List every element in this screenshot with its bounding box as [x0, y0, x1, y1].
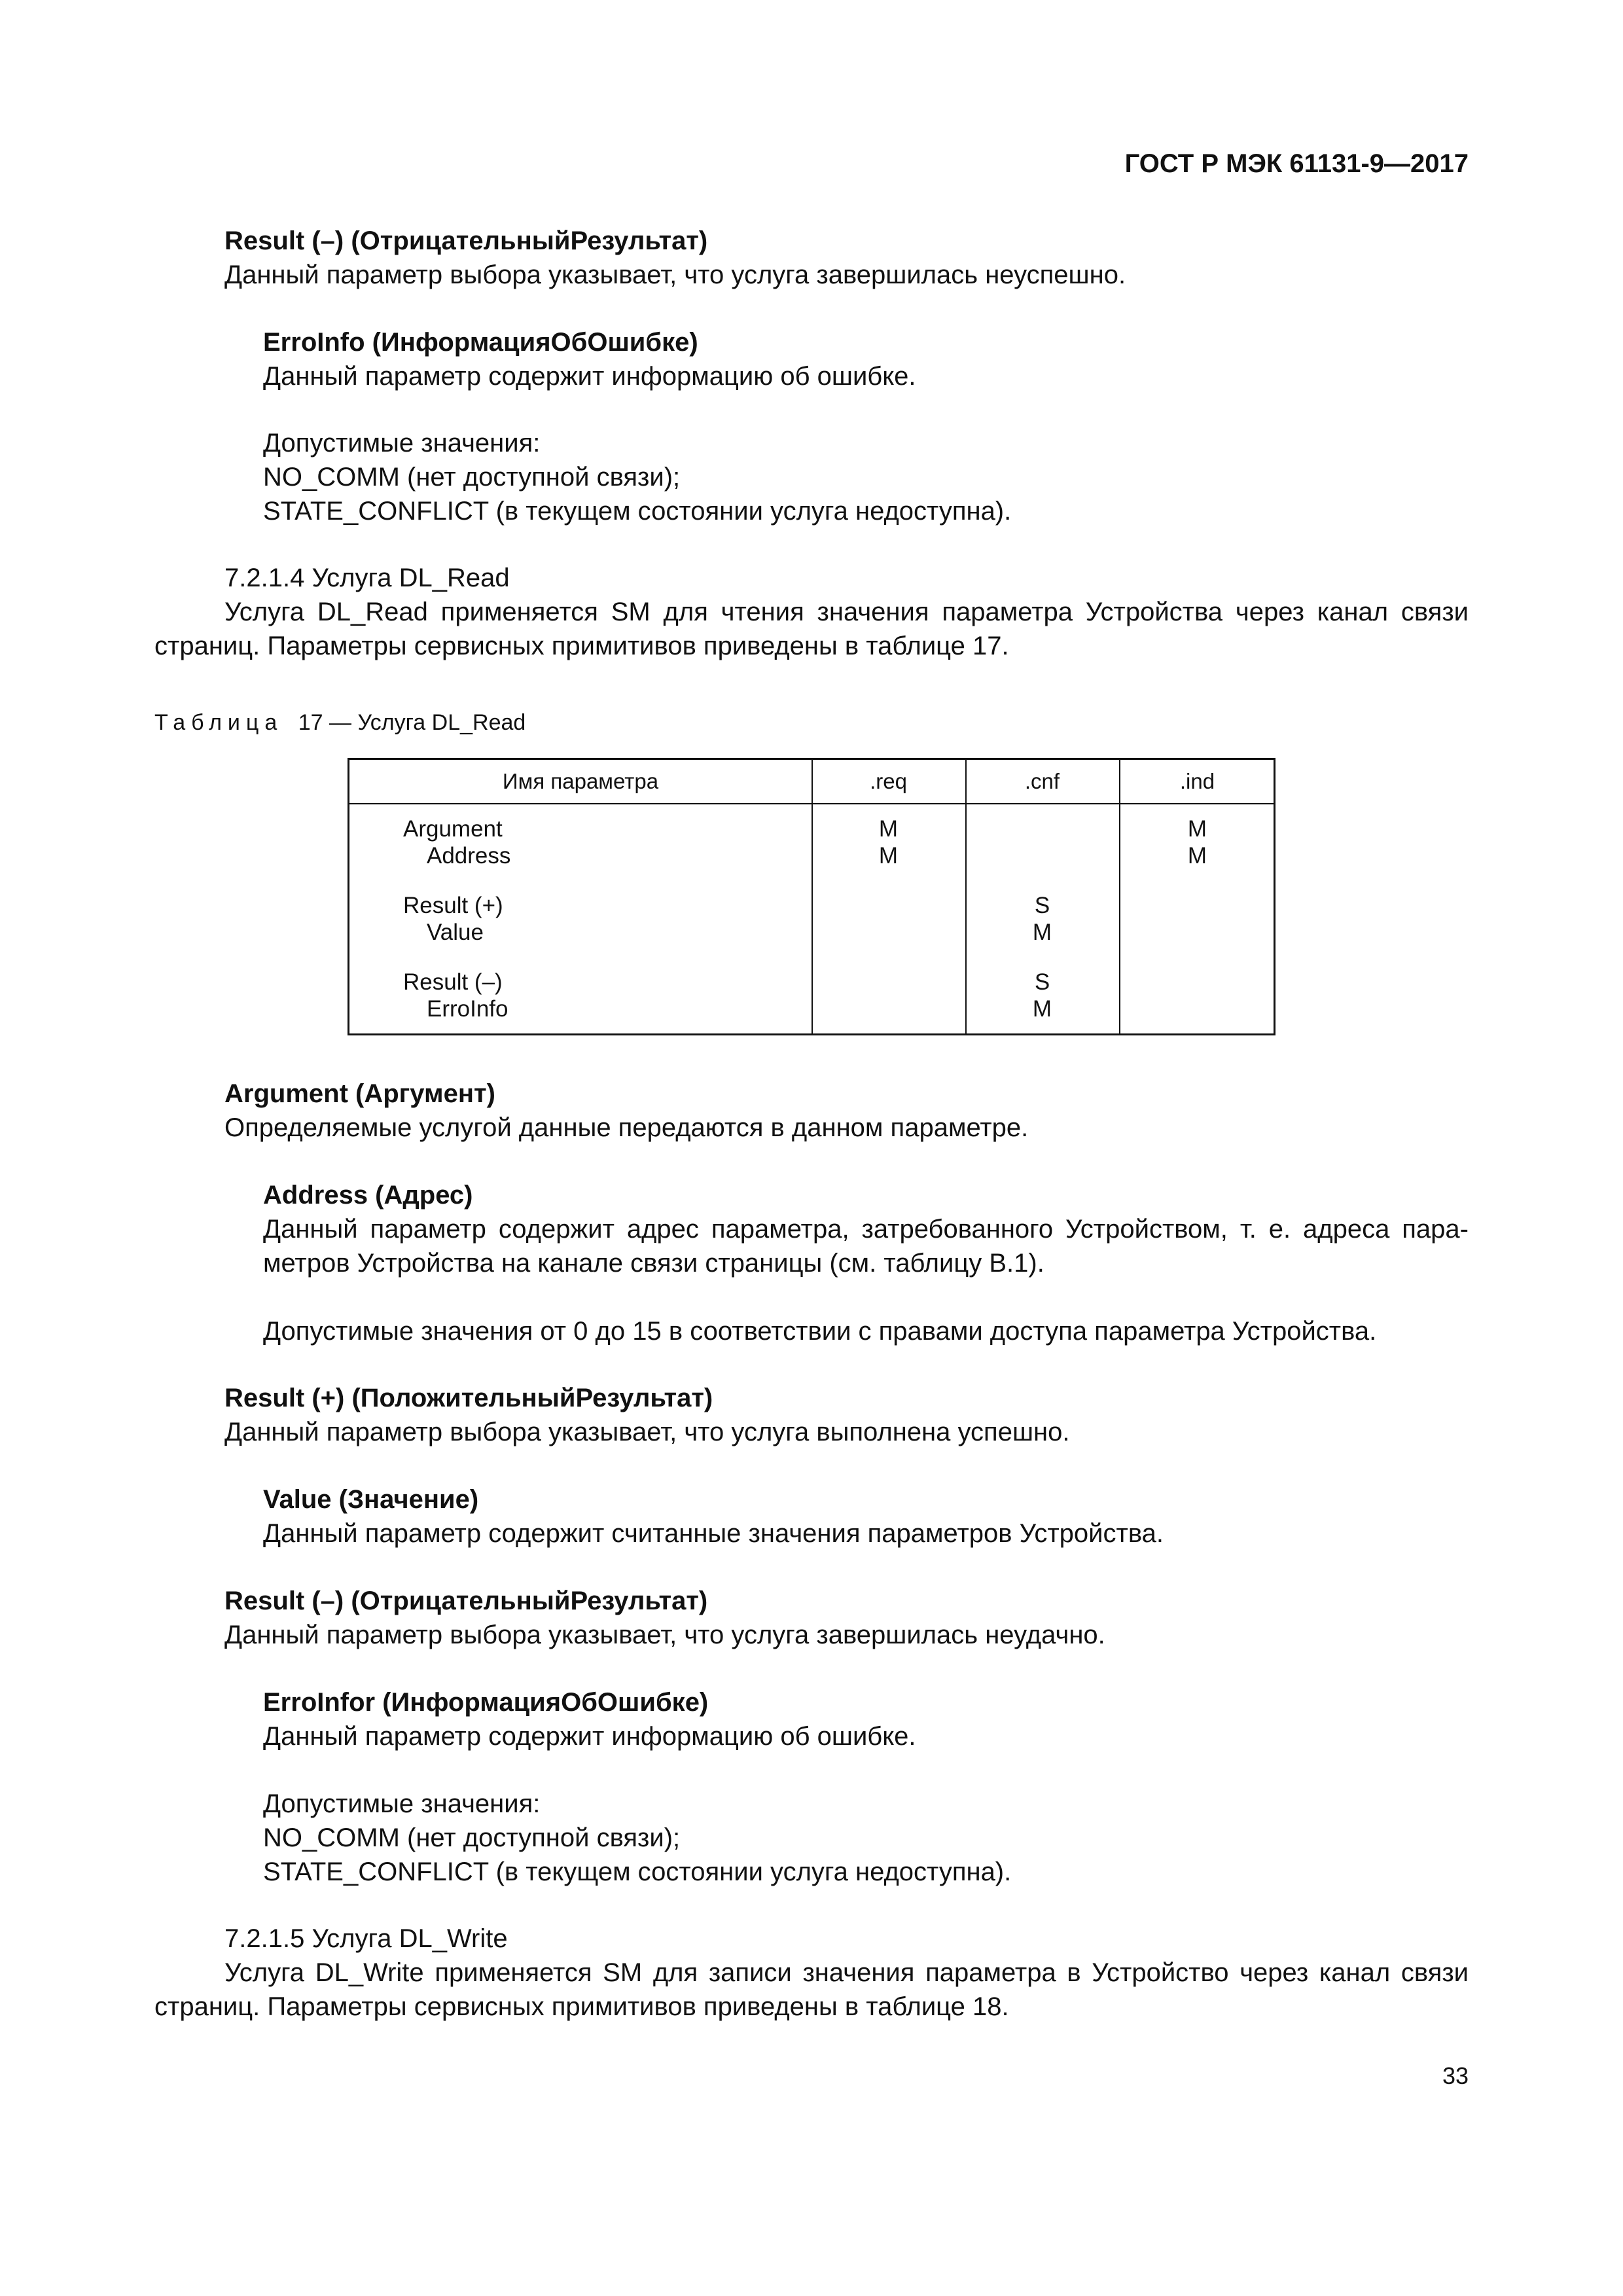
- table-row-ind: M: [1187, 843, 1207, 869]
- argument-title: Argument (Аргумент): [224, 1079, 495, 1108]
- errinfor-desc: Данный параметр содержит информацию об ошибке.: [263, 1722, 916, 1751]
- no-comm-value-2: NO_COMM (нет доступной связи);: [263, 1823, 681, 1852]
- table-header-cnf: .cnf: [1024, 769, 1060, 793]
- table-caption-prefix: Таблица: [154, 710, 283, 735]
- parameters-table: [348, 758, 1275, 1035]
- argument-desc: Определяемые услугой данные передаются в данном параметре.: [224, 1113, 1029, 1142]
- table-caption: [154, 709, 526, 736]
- table-row-req: M: [878, 816, 899, 842]
- errinfo-title: ErroInfo (ИнформацияОбОшибке): [263, 328, 698, 357]
- value-desc: Данный параметр содержит считанные значения параметров Устройства.: [263, 1519, 1164, 1548]
- no-comm-value: NO_COMM (нет доступной связи);: [263, 463, 681, 492]
- allowed-values-label-2: Допустимые значения:: [263, 1789, 541, 1818]
- section-para-write-line1: Услуга DL_Write применяется SM для записи значения параметра в Устройство через канал связи: [224, 1958, 1469, 1987]
- table-row-name: Value: [427, 920, 484, 945]
- errinfo-desc: Данный параметр содержит информацию об ошибке.: [263, 362, 916, 391]
- table-row-cnf: S: [1034, 893, 1050, 918]
- table-header-ind: .ind: [1179, 769, 1215, 793]
- table-header-name: Имя параметра: [502, 769, 659, 793]
- table-row-cnf: S: [1034, 969, 1050, 995]
- result-negative-desc-2: Данный параметр выбора указывает, что услуга завершилась неудачно.: [224, 1621, 1105, 1649]
- section-para-write-line2: страниц. Параметры сервисных примитивов приведены в таблице 18.: [154, 1992, 1009, 2021]
- address-desc-line1: Данный параметр содержит адрес параметра, затребованного Устройством, т. е. адреса пара-: [263, 1215, 1469, 1244]
- section-para-read-line1: Услуга DL_Read применяется SM для чтения значения параметра Устройства через канал связи: [224, 598, 1469, 626]
- table-row-name: Result (–): [403, 969, 503, 995]
- table-row-cnf: M: [1032, 996, 1052, 1022]
- address-desc-line2: метров Устройства на канале связи страницы (см. таблицу B.1).: [263, 1249, 1044, 1278]
- table-row-cnf: M: [1032, 920, 1052, 945]
- page-number: 33: [1442, 2062, 1469, 2089]
- table-row-name: Result (+): [403, 893, 503, 918]
- result-negative-title: Result (–) (ОтрицательныйРезультат): [224, 226, 708, 255]
- state-conflict-value-2: STATE_CONFLICT (в текущем состоянии услуга недоступна).: [263, 1857, 1012, 1886]
- table-row-name: Address: [427, 843, 511, 869]
- result-positive-title: Result (+) (ПоложительныйРезультат): [224, 1384, 713, 1412]
- table-row-ind: M: [1187, 816, 1207, 842]
- section-heading-read: 7.2.1.4 Услуга DL_Read: [224, 564, 510, 592]
- result-negative-title-2: Result (–) (ОтрицательныйРезультат): [224, 1587, 708, 1615]
- result-negative-desc: Данный параметр выбора указывает, что услуга завершилась неуспешно.: [224, 260, 1126, 289]
- table-row-name: Argument: [403, 816, 503, 842]
- errinfor-title: ErroInfor (ИнформацияОбОшибке): [263, 1688, 709, 1717]
- table-row-req: M: [878, 843, 899, 869]
- value-title: Value (Значение): [263, 1485, 479, 1514]
- result-positive-desc: Данный параметр выбора указывает, что услуга выполнена успешно.: [224, 1418, 1070, 1446]
- table-caption-text: 17 — Услуга DL_Read: [298, 710, 526, 735]
- table-row-name: ErroInfo: [427, 996, 508, 1022]
- section-heading-write: 7.2.1.5 Услуга DL_Write: [224, 1924, 508, 1953]
- standard-header: ГОСТ Р МЭК 61131-9—2017: [1124, 149, 1469, 178]
- address-title: Address (Адрес): [263, 1181, 473, 1210]
- state-conflict-value: STATE_CONFLICT (в текущем состоянии услуга недоступна).: [263, 497, 1012, 526]
- allowed-values-label: Допустимые значения:: [263, 429, 541, 457]
- section-para-read-line2: страниц. Параметры сервисных примитивов приведены в таблице 17.: [154, 632, 1009, 660]
- address-allowed-values: Допустимые значения от 0 до 15 в соответствии с правами доступа параметра Устройства.: [263, 1317, 1377, 1346]
- table-header-req: .req: [870, 769, 907, 793]
